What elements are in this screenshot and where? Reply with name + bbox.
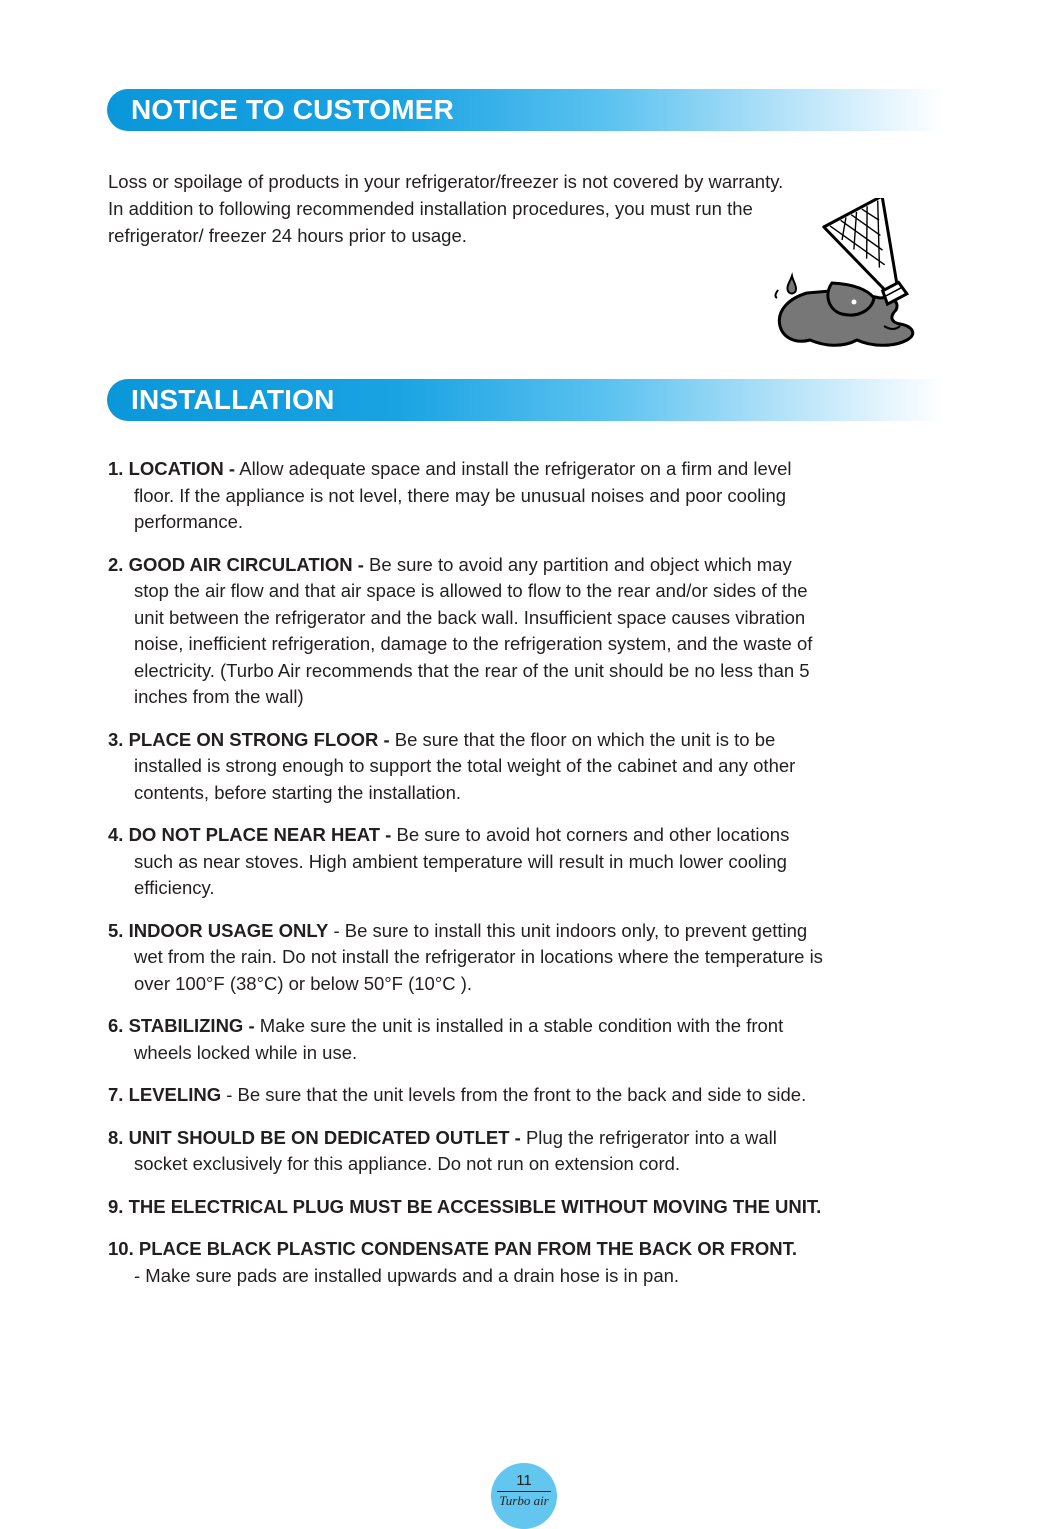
ice-cream-cone-icon	[762, 198, 937, 373]
item-text: - Be sure that the unit levels from the front to the back and side to side.	[221, 1084, 807, 1105]
brand-logo-text: Turbo air	[499, 1493, 549, 1508]
item-text: efficiency.	[134, 877, 215, 898]
list-item	[108, 1236, 938, 1289]
notice-line: refrigerator/ freezer 24 hours prior to usage.	[108, 225, 467, 246]
list-item	[108, 727, 938, 807]
item-text: contents, before starting the installation.	[134, 781, 462, 803]
item-heading: 7. LEVELING	[108, 1084, 222, 1105]
item-text: Make sure the unit is installed in a stable condition with the front	[254, 1015, 784, 1036]
item-heading: 1. LOCATION -	[108, 458, 236, 479]
list-item	[108, 1013, 938, 1066]
item-text: Be sure to avoid hot corners and other locations	[391, 824, 790, 845]
item-heading: 10. PLACE BLACK PLASTIC CONDENSATE PAN FROM THE BACK OR FRONT.	[108, 1238, 797, 1259]
item-text: stop the air flow and that air space is allowed to flow to the rear and/or sides of the	[134, 580, 808, 601]
item-text: unit between the refrigerator and the back wall. Insufficient space causes vibration	[134, 606, 806, 628]
item-text: wheels locked while in use.	[134, 1041, 358, 1063]
list-item	[108, 1082, 938, 1109]
item-text: floor. If the appliance is not level, there may be unusual noises and poor cooling	[134, 484, 787, 506]
item-heading: 2. GOOD AIR CIRCULATION -	[108, 553, 364, 575]
item-text: - Be sure to install this unit indoors only, to prevent getting	[328, 919, 808, 941]
item-text: Plug the refrigerator into a wall	[520, 1126, 777, 1148]
item-text: Allow adequate space and install the refrigerator on a firm and level	[235, 458, 792, 479]
item-text: wet from the rain. Do not install the refrigerator in locations where the temperature is	[134, 946, 823, 967]
notice-title: NOTICE TO CUSTOMER	[131, 94, 455, 125]
notice-line: Loss or spoilage of products in your refrigerator/freezer is not covered by warranty.	[108, 171, 784, 192]
item-text: noise, inefficient refrigeration, damage to the refrigeration system, and the waste of	[134, 633, 813, 654]
list-item	[108, 1125, 938, 1178]
item-text: inches from the wall)	[134, 686, 304, 707]
item-text: Be sure that the floor on which the unit is to be	[389, 728, 776, 750]
notice-section-header	[107, 89, 943, 131]
notice-line: In addition to following recommended installation procedures, you must run the	[108, 198, 753, 219]
installation-section-header	[107, 379, 943, 421]
item-heading: 3. PLACE ON STRONG FLOOR -	[108, 728, 390, 750]
page-number: 11	[516, 1472, 532, 1489]
installation-title: INSTALLATION	[131, 384, 335, 415]
item-heading: 8. UNIT SHOULD BE ON DEDICATED OUTLET -	[108, 1126, 521, 1148]
item-heading: 6. STABILIZING -	[108, 1015, 255, 1036]
item-text: over 100°F (38°C) or below 50°F (10°C ).	[134, 972, 473, 994]
item-text: electricity. (Turbo Air recommends that the rear of the unit should be no less than 5	[134, 659, 810, 681]
list-item	[108, 456, 938, 536]
list-item	[108, 918, 938, 998]
item-text: Be sure to avoid any partition and object which may	[363, 553, 792, 575]
divider	[497, 1491, 551, 1492]
item-text: - Make sure pads are installed upwards and a drain hose is in pan.	[134, 1264, 680, 1286]
list-item	[108, 822, 938, 902]
item-heading: 4. DO NOT PLACE NEAR HEAT -	[108, 824, 392, 845]
item-text: performance.	[134, 511, 243, 532]
installation-list	[108, 456, 938, 1305]
list-item	[108, 1194, 938, 1221]
list-item	[108, 552, 938, 711]
item-heading: 5. INDOOR USAGE ONLY	[108, 919, 329, 941]
item-text: socket exclusively for this appliance. Do not run on extension cord.	[134, 1153, 681, 1174]
item-heading: 9. THE ELECTRICAL PLUG MUST BE ACCESSIBLE WITHOUT MOVING THE UNIT.	[108, 1195, 822, 1217]
item-text: installed is strong enough to support the total weight of the cabinet and any other	[134, 755, 796, 776]
item-text: such as near stoves. High ambient temperature will result in much lower cooling	[134, 850, 787, 872]
